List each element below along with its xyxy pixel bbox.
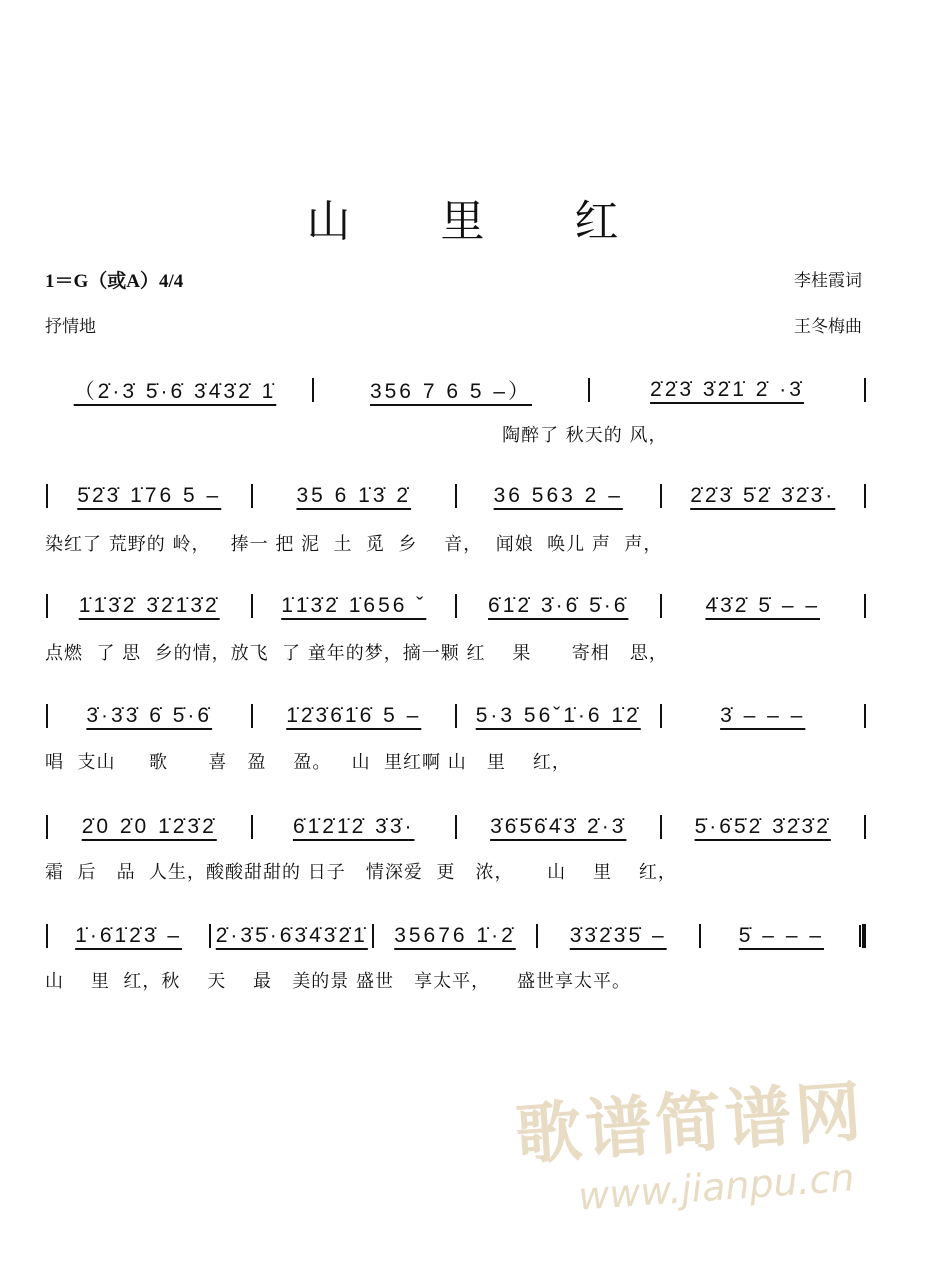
bar-line [455, 815, 457, 839]
bar-line [864, 484, 866, 508]
bar-line [372, 924, 374, 948]
notation-line [42, 375, 870, 405]
bar-line [660, 594, 662, 618]
bar-line [251, 815, 253, 839]
measure: 3̇3̇2̇3̇5̇ – [569, 924, 667, 947]
watermark-logo: 歌谱简谱网 [513, 1072, 868, 1175]
lyrics-line: 霜 后 品 人生，酸酸甜甜的 日子 情深爱 更 浓， 山 里 红， [45, 862, 677, 883]
measure: 3̇6̇5̇6̇4̇3̇ 2̇·3̇ [490, 815, 627, 838]
measure: 5̇ – – – [738, 924, 825, 947]
notation-line [42, 594, 870, 618]
bar-line [660, 815, 662, 839]
bar-line [864, 815, 866, 839]
key-signature: 1＝G（或A）4/4 [45, 271, 184, 292]
tempo-marking: 抒情地 [45, 317, 96, 337]
measure: 2̇2̇3̇ 3̇2̇1̇ 2̇ ·3̇ [650, 378, 804, 401]
bar-line [455, 704, 457, 728]
bar-line [455, 594, 457, 618]
measure: 5̇2̇3̇ 1̇76 5 – [77, 484, 222, 507]
notation-line [42, 815, 870, 839]
measure: 4̇3̇2̇ 5̇ – – [705, 594, 821, 617]
measure: 1̇·6̇1̇2̇3̇ – [75, 924, 183, 947]
song-title: 山 里 红 [306, 196, 657, 247]
composer-credit: 王冬梅曲 [794, 317, 862, 337]
measure: 1̇1̇3̇2̇ 3̇2̇1̇3̇2̇ [78, 594, 220, 617]
lyricist-credit: 李桂霞词 [794, 271, 862, 291]
lyrics-line: 山 里 红，秋 天 最 美的景 盛世 享太平， 盛世享太平。 [45, 971, 632, 992]
bar-line [588, 378, 590, 402]
measure: 356 7 6 5 –） [369, 380, 533, 403]
bar-line [660, 704, 662, 728]
measure: 6̇1̇2̇1̇2̇ 3̇3̇· [292, 815, 415, 838]
bar-line [251, 484, 253, 508]
final-bar-line [862, 924, 866, 948]
bar-line [660, 484, 662, 508]
bar-line [699, 924, 701, 948]
bar-line [251, 704, 253, 728]
notation-line [42, 924, 870, 948]
measure: 1̇2̇3̇6̇1̇6̇ 5 – [286, 704, 422, 727]
bar-line [46, 924, 48, 948]
notation-line [42, 484, 870, 508]
bar-line [312, 378, 314, 402]
lyrics-line: 唱 支山 歌 喜 盈 盈。 山 里红啊 山 里 红， [45, 752, 571, 773]
measure: 5̇·6̇5̇2̇ 3̇2̇3̇2̇ [694, 815, 831, 838]
measure: 1̇1̇3̇2̇ 1̇656 ˇ [281, 594, 427, 617]
measure: 2̇0 2̇0 1̇2̇3̇2̇ [81, 815, 217, 838]
bar-line [46, 815, 48, 839]
bar-line [864, 378, 866, 402]
measure: 36 563 2 – [493, 484, 623, 507]
bar-line [864, 704, 866, 728]
measure: 5·3 56ˇ1̇·6 1̇2̇ [475, 704, 641, 727]
bar-line [536, 924, 538, 948]
lyrics-line: 点燃 了 思 乡的情，放飞 了 童年的梦，摘一颗 红 果 寄相 思， [45, 643, 668, 664]
lyrics-line: 陶醉了 秋天的 风， [45, 425, 668, 446]
measure: （2̇·3̇ 5̇·6̇ 3̇4̇3̇2̇ 1̇ [73, 380, 277, 403]
bar-line [209, 924, 211, 948]
measure: 2̇2̇3̇ 5̇2̇ 3̇2̇3̇· [690, 484, 836, 507]
measure: 6̇1̇2̇ 3̇·6̇ 5̇·6̇ [488, 594, 629, 617]
watermark-url: www.jianpu.cn [577, 1155, 857, 1219]
measure: 3̇ – – – [720, 704, 806, 727]
bar-line [251, 594, 253, 618]
measure: 3̇·3̇3̇ 6̇ 5̇·6̇ [86, 704, 213, 727]
notation-line [42, 704, 870, 728]
bar-line [46, 704, 48, 728]
bar-line [455, 484, 457, 508]
bar-line [46, 594, 48, 618]
measure: 35676 1̇·2̇ [394, 924, 516, 947]
bar-line [46, 484, 48, 508]
lyrics-line: 染红了 荒野的 岭， 捧一 把 泥 土 觅 乡 音， 闻娘 唤儿 声 声， [45, 534, 663, 555]
measure: 2̇·3̇5̇·6̇3̇4̇3̇2̇1̇ [215, 924, 368, 947]
bar-line [864, 594, 866, 618]
measure: 35 6 1̇3̇ 2̇ [296, 484, 412, 507]
